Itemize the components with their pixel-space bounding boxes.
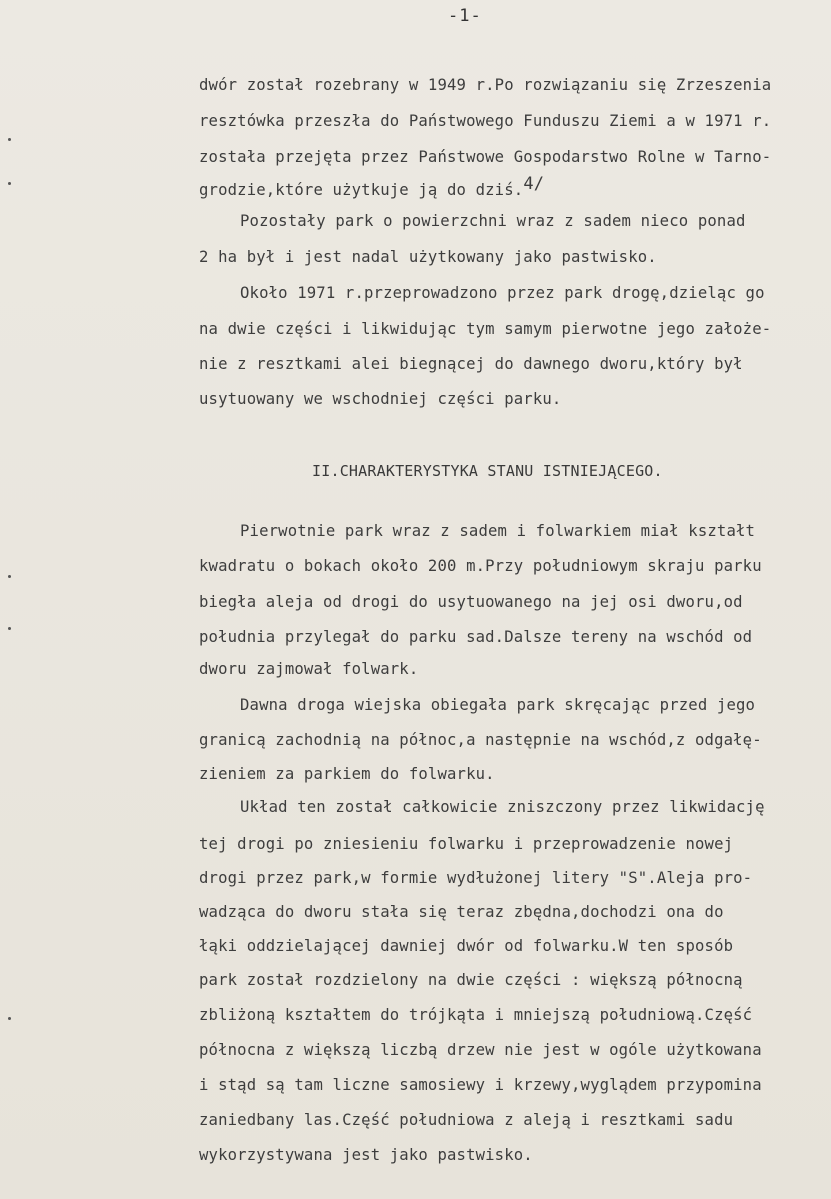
text-line: zbliżoną kształtem do trójkąta i mniejszą południową.Część <box>199 1006 753 1024</box>
text-line: północna z większą liczbą drzew nie jest w ogóle użytkowana <box>199 1041 762 1059</box>
text-line: biegła aleja od drogi do usytuowanego na jej osi dworu,od <box>199 593 743 611</box>
text-line: drogi przez park,w formie wydłużonej litery "S".Aleja pro- <box>199 869 753 887</box>
text-line: Układ ten został całkowicie zniszczony przez likwidację <box>240 798 765 816</box>
text-line: tej drogi po zniesieniu folwarku i przeprowadzenie nowej <box>199 835 734 853</box>
section-heading: II.CHARAKTERYSTYKA STANU ISTNIEJĄCEGO. <box>312 462 663 480</box>
text-line: usytuowany we wschodniej części parku. <box>199 390 562 408</box>
text-line: dworu zajmował folwark. <box>199 660 419 678</box>
text-line: Pozostały park o powierzchni wraz z sadem nieco ponad <box>240 212 746 230</box>
margin-mark <box>8 627 11 630</box>
margin-mark <box>8 138 11 141</box>
text-line: wykorzystywana jest jako pastwisko. <box>199 1146 533 1164</box>
text-line: kwadratu o bokach około 200 m.Przy południowym skraju parku <box>199 557 762 575</box>
footnote-mark: 4/ <box>523 174 545 194</box>
margin-mark <box>8 575 11 578</box>
text-line: dwór został rozebrany w 1949 r.Po rozwiązaniu się Zrzeszenia <box>199 76 772 94</box>
text-line: nie z resztkami alei biegnącej do dawnego dworu,który był <box>199 355 743 373</box>
text-line: Dawna droga wiejska obiegała park skręcając przed jego <box>240 696 756 714</box>
text-line: Około 1971 r.przeprowadzono przez park drogę,dzieląc go <box>240 284 765 302</box>
text-line: na dwie części i likwidując tym samym pierwotne jego założe- <box>199 320 772 338</box>
text-line: zieniem za parkiem do folwarku. <box>199 765 495 783</box>
text-line: i stąd są tam liczne samosiewy i krzewy,wyglądem przypomina <box>199 1076 762 1094</box>
text-line: granicą zachodnią na północ,a następnie na wschód,z odgałę- <box>199 731 762 749</box>
text-line: łąki oddzielającej dawniej dwór od folwarku.W ten sposób <box>199 937 734 955</box>
text-line: zaniedbany las.Część południowa z aleją i resztkami sadu <box>199 1111 734 1129</box>
page-number: -1- <box>448 6 482 26</box>
text-line: wadząca do dworu stała się teraz zbędna,dochodzi ona do <box>199 903 724 921</box>
margin-mark <box>8 1017 11 1020</box>
text-line: resztówka przeszła do Państwowego Funduszu Ziemi a w 1971 r. <box>199 112 772 130</box>
text-line <box>199 174 545 200</box>
text-line: południa przylegał do parku sad.Dalsze tereny na wschód od <box>199 628 753 646</box>
text-line: 2 ha był i jest nadal użytkowany jako pastwisko. <box>199 248 657 266</box>
text-line: park został rozdzielony na dwie części : większą północną <box>199 971 743 989</box>
margin-mark <box>8 182 11 185</box>
text-line-content: grodzie,które użytkuje ją do dziś. <box>199 181 524 199</box>
text-line: Pierwotnie park wraz z sadem i folwarkiem miał kształt <box>240 522 756 540</box>
text-line: została przejęta przez Państwowe Gospodarstwo Rolne w Tarno- <box>199 148 772 166</box>
